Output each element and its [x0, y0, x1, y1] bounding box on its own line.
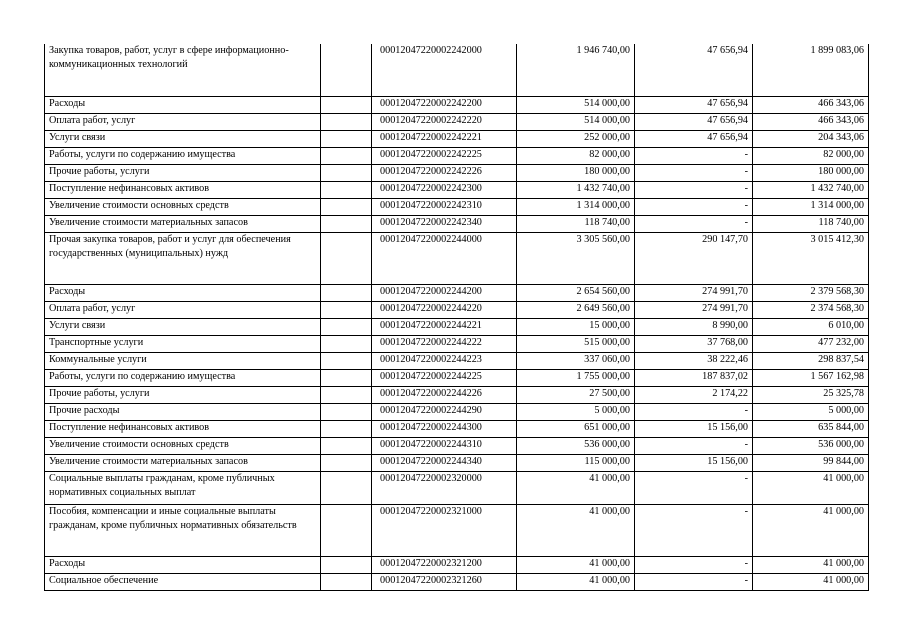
- row-approved-cell: 514 000,00: [517, 113, 635, 130]
- row-approved-cell: 41 000,00: [517, 471, 635, 504]
- table-row: [45, 130, 869, 147]
- row-remaining-cell: 466 343,06: [753, 96, 869, 113]
- spacer-cell: [321, 198, 372, 215]
- row-remaining-cell: 1 567 162,98: [753, 369, 869, 386]
- spacer-cell: [321, 96, 372, 113]
- table-row: [45, 504, 869, 556]
- row-remaining-cell: 2 379 568,30: [753, 284, 869, 301]
- row-name-cell: Увеличение стоимости основных средств: [45, 198, 321, 215]
- row-name-cell: Оплата работ, услуг: [45, 301, 321, 318]
- row-code-cell: 00012047220002242000: [372, 44, 517, 96]
- row-executed-cell: 47 656,94: [635, 44, 753, 96]
- row-approved-cell: 2 649 560,00: [517, 301, 635, 318]
- row-executed-cell: -: [635, 437, 753, 454]
- table-row: [45, 352, 869, 369]
- table-row: [45, 44, 869, 96]
- row-approved-cell: 27 500,00: [517, 386, 635, 403]
- row-executed-cell: 15 156,00: [635, 420, 753, 437]
- row-code-cell: 00012047220002244200: [372, 284, 517, 301]
- table-row: [45, 147, 869, 164]
- row-code-cell: 00012047220002242220: [372, 113, 517, 130]
- row-name-cell: Закупка товаров, работ, услуг в сфере информационно-коммуникационных технологий: [45, 44, 321, 96]
- row-approved-cell: 5 000,00: [517, 403, 635, 420]
- row-remaining-cell: 25 325,78: [753, 386, 869, 403]
- row-executed-cell: -: [635, 198, 753, 215]
- row-approved-cell: 115 000,00: [517, 454, 635, 471]
- table-row: [45, 181, 869, 198]
- row-code-cell: 00012047220002242221: [372, 130, 517, 147]
- row-name-cell: Транспортные услуги: [45, 335, 321, 352]
- row-remaining-cell: 1 432 740,00: [753, 181, 869, 198]
- spacer-cell: [321, 232, 372, 284]
- row-approved-cell: 1 314 000,00: [517, 198, 635, 215]
- row-approved-cell: 41 000,00: [517, 556, 635, 573]
- row-approved-cell: 15 000,00: [517, 318, 635, 335]
- spacer-cell: [321, 556, 372, 573]
- row-remaining-cell: 180 000,00: [753, 164, 869, 181]
- row-executed-cell: 47 656,94: [635, 113, 753, 130]
- row-name-cell: Социальные выплаты гражданам, кроме публичных нормативных социальных выплат: [45, 471, 321, 504]
- row-approved-cell: 1 755 000,00: [517, 369, 635, 386]
- row-name-cell: Поступление нефинансовых активов: [45, 181, 321, 198]
- row-approved-cell: 1 432 740,00: [517, 181, 635, 198]
- spacer-cell: [321, 471, 372, 504]
- row-code-cell: 00012047220002244223: [372, 352, 517, 369]
- spacer-cell: [321, 164, 372, 181]
- spacer-cell: [321, 454, 372, 471]
- table-row: [45, 471, 869, 504]
- row-executed-cell: 274 991,70: [635, 284, 753, 301]
- row-code-cell: 00012047220002321200: [372, 556, 517, 573]
- row-remaining-cell: 298 837,54: [753, 352, 869, 369]
- table-row: [45, 454, 869, 471]
- row-remaining-cell: 6 010,00: [753, 318, 869, 335]
- row-approved-cell: 3 305 560,00: [517, 232, 635, 284]
- row-code-cell: 00012047220002244310: [372, 437, 517, 454]
- table-row: [45, 96, 869, 113]
- row-executed-cell: -: [635, 181, 753, 198]
- row-approved-cell: 515 000,00: [517, 335, 635, 352]
- row-remaining-cell: 41 000,00: [753, 471, 869, 504]
- spacer-cell: [321, 369, 372, 386]
- table-row: [45, 573, 869, 590]
- row-name-cell: Прочие расходы: [45, 403, 321, 420]
- spacer-cell: [321, 130, 372, 147]
- spacer-cell: [321, 181, 372, 198]
- row-remaining-cell: 41 000,00: [753, 556, 869, 573]
- row-code-cell: 00012047220002242310: [372, 198, 517, 215]
- row-remaining-cell: 477 232,00: [753, 335, 869, 352]
- table-row: [45, 215, 869, 232]
- table-body: [45, 44, 869, 590]
- row-approved-cell: 337 060,00: [517, 352, 635, 369]
- row-executed-cell: 2 174,22: [635, 386, 753, 403]
- table-row: [45, 369, 869, 386]
- row-remaining-cell: 1 899 083,06: [753, 44, 869, 96]
- row-code-cell: 00012047220002244290: [372, 403, 517, 420]
- table-row: [45, 335, 869, 352]
- row-code-cell: 00012047220002244221: [372, 318, 517, 335]
- spacer-cell: [321, 318, 372, 335]
- row-name-cell: Социальное обеспечение: [45, 573, 321, 590]
- table-row: [45, 198, 869, 215]
- spacer-cell: [321, 335, 372, 352]
- row-name-cell: Поступление нефинансовых активов: [45, 420, 321, 437]
- table-row: [45, 437, 869, 454]
- spacer-cell: [321, 403, 372, 420]
- table-row: [45, 403, 869, 420]
- row-remaining-cell: 3 015 412,30: [753, 232, 869, 284]
- row-code-cell: 00012047220002242226: [372, 164, 517, 181]
- spacer-cell: [321, 284, 372, 301]
- row-remaining-cell: 82 000,00: [753, 147, 869, 164]
- row-code-cell: 00012047220002321260: [372, 573, 517, 590]
- row-remaining-cell: 2 374 568,30: [753, 301, 869, 318]
- table-row: [45, 284, 869, 301]
- row-executed-cell: 47 656,94: [635, 130, 753, 147]
- row-approved-cell: 41 000,00: [517, 573, 635, 590]
- row-executed-cell: -: [635, 164, 753, 181]
- row-approved-cell: 651 000,00: [517, 420, 635, 437]
- row-code-cell: 00012047220002242200: [372, 96, 517, 113]
- table-row: [45, 164, 869, 181]
- row-code-cell: 00012047220002244222: [372, 335, 517, 352]
- row-executed-cell: -: [635, 215, 753, 232]
- row-executed-cell: 290 147,70: [635, 232, 753, 284]
- row-executed-cell: -: [635, 403, 753, 420]
- row-executed-cell: 37 768,00: [635, 335, 753, 352]
- spacer-cell: [321, 504, 372, 556]
- row-code-cell: 00012047220002244226: [372, 386, 517, 403]
- row-remaining-cell: 204 343,06: [753, 130, 869, 147]
- row-remaining-cell: 1 314 000,00: [753, 198, 869, 215]
- spacer-cell: [321, 301, 372, 318]
- row-approved-cell: 1 946 740,00: [517, 44, 635, 96]
- row-approved-cell: 118 740,00: [517, 215, 635, 232]
- row-remaining-cell: 99 844,00: [753, 454, 869, 471]
- row-code-cell: 00012047220002244300: [372, 420, 517, 437]
- table-row: [45, 386, 869, 403]
- row-code-cell: 00012047220002244225: [372, 369, 517, 386]
- row-remaining-cell: 536 000,00: [753, 437, 869, 454]
- row-executed-cell: 274 991,70: [635, 301, 753, 318]
- row-name-cell: Прочая закупка товаров, работ и услуг для обеспечения государственных (муниципальных) нужд: [45, 232, 321, 284]
- table-row: [45, 420, 869, 437]
- row-executed-cell: -: [635, 556, 753, 573]
- row-approved-cell: 252 000,00: [517, 130, 635, 147]
- row-code-cell: 00012047220002320000: [372, 471, 517, 504]
- row-code-cell: 00012047220002242340: [372, 215, 517, 232]
- budget-execution-table: [44, 44, 869, 591]
- row-approved-cell: 2 654 560,00: [517, 284, 635, 301]
- row-code-cell: 00012047220002242225: [372, 147, 517, 164]
- row-executed-cell: 47 656,94: [635, 96, 753, 113]
- row-code-cell: 00012047220002244220: [372, 301, 517, 318]
- spacer-cell: [321, 147, 372, 164]
- row-executed-cell: 15 156,00: [635, 454, 753, 471]
- row-name-cell: Расходы: [45, 556, 321, 573]
- spacer-cell: [321, 437, 372, 454]
- row-name-cell: Увеличение стоимости основных средств: [45, 437, 321, 454]
- row-executed-cell: 8 990,00: [635, 318, 753, 335]
- row-remaining-cell: 41 000,00: [753, 573, 869, 590]
- row-name-cell: Прочие работы, услуги: [45, 164, 321, 181]
- spacer-cell: [321, 386, 372, 403]
- row-approved-cell: 514 000,00: [517, 96, 635, 113]
- row-approved-cell: 536 000,00: [517, 437, 635, 454]
- row-remaining-cell: 41 000,00: [753, 504, 869, 556]
- row-executed-cell: -: [635, 573, 753, 590]
- row-approved-cell: 41 000,00: [517, 504, 635, 556]
- row-executed-cell: -: [635, 471, 753, 504]
- row-name-cell: Работы, услуги по содержанию имущества: [45, 369, 321, 386]
- table-row: [45, 113, 869, 130]
- spacer-cell: [321, 573, 372, 590]
- spacer-cell: [321, 44, 372, 96]
- row-code-cell: 00012047220002244340: [372, 454, 517, 471]
- row-name-cell: Увеличение стоимости материальных запасов: [45, 454, 321, 471]
- spacer-cell: [321, 420, 372, 437]
- row-executed-cell: -: [635, 147, 753, 164]
- spacer-cell: [321, 113, 372, 130]
- row-name-cell: Расходы: [45, 96, 321, 113]
- row-approved-cell: 82 000,00: [517, 147, 635, 164]
- row-executed-cell: 187 837,02: [635, 369, 753, 386]
- spacer-cell: [321, 215, 372, 232]
- row-name-cell: Услуги связи: [45, 318, 321, 335]
- row-remaining-cell: 635 844,00: [753, 420, 869, 437]
- row-name-cell: Прочие работы, услуги: [45, 386, 321, 403]
- table-row: [45, 556, 869, 573]
- row-name-cell: Коммунальные услуги: [45, 352, 321, 369]
- row-remaining-cell: 466 343,06: [753, 113, 869, 130]
- spacer-cell: [321, 352, 372, 369]
- row-name-cell: Услуги связи: [45, 130, 321, 147]
- row-remaining-cell: 5 000,00: [753, 403, 869, 420]
- row-name-cell: Оплата работ, услуг: [45, 113, 321, 130]
- table-row: [45, 232, 869, 284]
- row-code-cell: 00012047220002244000: [372, 232, 517, 284]
- row-code-cell: 00012047220002321000: [372, 504, 517, 556]
- row-name-cell: Работы, услуги по содержанию имущества: [45, 147, 321, 164]
- table-row: [45, 318, 869, 335]
- row-name-cell: Увеличение стоимости материальных запасов: [45, 215, 321, 232]
- row-approved-cell: 180 000,00: [517, 164, 635, 181]
- row-name-cell: Расходы: [45, 284, 321, 301]
- row-name-cell: Пособия, компенсации и иные социальные выплаты гражданам, кроме публичных нормативных обязательств: [45, 504, 321, 556]
- row-remaining-cell: 118 740,00: [753, 215, 869, 232]
- row-code-cell: 00012047220002242300: [372, 181, 517, 198]
- row-executed-cell: -: [635, 504, 753, 556]
- row-executed-cell: 38 222,46: [635, 352, 753, 369]
- table-row: [45, 301, 869, 318]
